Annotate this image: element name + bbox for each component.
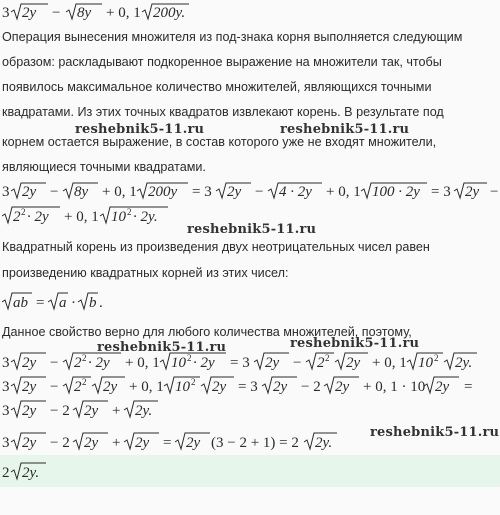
svg-text:3: 3	[2, 355, 10, 371]
svg-text:· 2y: · 2y	[193, 355, 215, 371]
svg-text:− 2: − 2	[301, 379, 321, 395]
svg-text:· 2y: · 2y	[88, 355, 110, 371]
svg-text:−: −	[255, 184, 264, 200]
svg-text:−: −	[52, 5, 61, 21]
svg-text:2y: 2y	[84, 403, 99, 419]
svg-text:2y: 2y	[335, 379, 350, 395]
svg-text:= 3: = 3	[431, 184, 451, 200]
svg-text:2: 2	[82, 353, 87, 363]
svg-text:4 · 2y: 4 · 2y	[279, 184, 312, 200]
svg-text:2y: 2y	[435, 379, 450, 395]
svg-text:−: −	[293, 355, 302, 371]
svg-text:+ 0, 1: + 0, 1	[326, 184, 361, 200]
svg-text:+ 0, 1: + 0, 1	[106, 5, 141, 21]
svg-text:−: −	[50, 355, 59, 371]
svg-text:ab: ab	[13, 295, 28, 311]
svg-text:2y: 2y	[22, 5, 37, 21]
task-expression	[2, 2, 192, 27]
svg-text:2y: 2y	[22, 184, 37, 200]
svg-text:=: =	[464, 379, 473, 395]
svg-text:2y: 2y	[103, 379, 118, 395]
equation-1a-svg	[2, 180, 500, 202]
svg-text:· 2y.: · 2y.	[133, 209, 158, 225]
svg-text:2: 2	[2, 465, 10, 481]
svg-text:3: 3	[2, 184, 10, 200]
watermark: reshebnik5-11.ru	[370, 425, 500, 440]
svg-text:+ 0, 1: + 0, 1	[372, 355, 407, 371]
svg-text:2y: 2y	[22, 435, 37, 451]
svg-text:− 2: − 2	[50, 435, 70, 451]
svg-text:b: b	[89, 295, 97, 311]
svg-text:= 3: = 3	[192, 184, 212, 200]
svg-text:−: −	[50, 184, 59, 200]
svg-text:2y: 2y	[22, 403, 37, 419]
svg-text:2: 2	[82, 377, 87, 387]
svg-text:= 3: = 3	[230, 355, 250, 371]
svg-text:2y: 2y	[22, 379, 37, 395]
equation-4-svg	[2, 429, 342, 453]
svg-text:−: −	[490, 184, 499, 200]
svg-text:2y.: 2y.	[135, 403, 153, 419]
svg-text:2: 2	[187, 353, 192, 363]
svg-text:2y: 2y	[212, 379, 227, 395]
task-expression-svg	[2, 2, 192, 22]
answer	[2, 459, 82, 488]
svg-text:=: =	[36, 295, 45, 311]
paragraph-line: образом: раскладывают подкоренное выражение на множители так, чтобы	[2, 55, 442, 69]
svg-text:2y.: 2y.	[455, 355, 473, 371]
svg-text:3: 3	[2, 435, 10, 451]
svg-text:2y.: 2y.	[22, 465, 40, 481]
paragraph-line: Квадратный корень из произведения двух неотрицательных чисел равен	[2, 240, 430, 254]
svg-text:·: ·	[71, 295, 76, 311]
svg-text:2: 2	[127, 207, 132, 217]
watermark: reshebnik5-11.ru	[187, 222, 317, 237]
equation-3b-svg	[2, 397, 202, 421]
paragraph-line: квадратами. Из этих точных квадратов извлекают корень. В результате под	[2, 105, 444, 119]
equation-line-3b	[2, 397, 202, 426]
svg-text:100 · 2y: 100 · 2y	[372, 184, 420, 200]
svg-text:2y: 2y	[346, 355, 361, 371]
paragraph-line: Операция вынесения множителя из под-знака корня выполняется следующим	[2, 30, 463, 44]
svg-text:+: +	[112, 403, 121, 419]
svg-text:2: 2	[21, 207, 26, 217]
equation-line-4	[2, 429, 342, 458]
svg-text:2: 2	[74, 379, 82, 395]
paragraph-line: являющиеся точными квадратами.	[2, 160, 206, 174]
svg-text:2y: 2y	[265, 355, 280, 371]
svg-text:+ 0, 1: + 0, 1	[102, 184, 137, 200]
svg-text:· 2y: · 2y	[27, 209, 49, 225]
svg-text:3: 3	[2, 403, 10, 419]
svg-text:= 3: = 3	[238, 379, 258, 395]
paragraph-line: Данное свойство верно для любого количества множителей, поэтому,	[2, 325, 412, 339]
svg-text:2y: 2y	[465, 184, 480, 200]
equation-2-svg	[2, 349, 500, 373]
svg-text:+ 0, 1: + 0, 1	[64, 209, 99, 225]
svg-text:8y: 8y	[77, 5, 92, 21]
svg-text:2: 2	[317, 355, 325, 371]
paragraph-line: корнем остается выражение, в состав которого уже не входят множители,	[2, 135, 437, 149]
property-formula	[2, 289, 142, 318]
watermark: reshebnik5-11.ru	[280, 122, 410, 137]
svg-text:2y: 2y	[135, 435, 150, 451]
svg-text:+ 0, 1: + 0, 1	[129, 379, 164, 395]
svg-text:10: 10	[418, 355, 433, 371]
svg-text:8y: 8y	[74, 184, 89, 200]
svg-text:200y.: 200y.	[153, 5, 186, 21]
svg-text:2y.: 2y.	[315, 435, 333, 451]
paragraph-line: произведению квадратных корней из этих чисел:	[2, 266, 289, 280]
svg-text:2y: 2y	[273, 379, 288, 395]
svg-text:2y: 2y	[186, 435, 201, 451]
equation-line-1b	[2, 203, 202, 232]
svg-text:2: 2	[13, 209, 21, 225]
svg-text:3: 3	[2, 5, 10, 21]
svg-text:2: 2	[74, 355, 82, 371]
svg-text:=: =	[163, 435, 172, 451]
svg-text:+: +	[112, 435, 121, 451]
equation-1b-svg	[2, 203, 202, 227]
svg-text:2y: 2y	[84, 435, 99, 451]
svg-text:−: −	[50, 379, 59, 395]
svg-text:2: 2	[191, 377, 196, 387]
svg-text:10: 10	[111, 209, 126, 225]
watermark: reshebnik5-11.ru	[290, 336, 420, 351]
svg-text:+ 0, 1: + 0, 1	[125, 355, 160, 371]
answer-svg	[2, 459, 82, 483]
watermark: reshebnik5-11.ru	[97, 340, 227, 355]
svg-text:2y: 2y	[22, 355, 37, 371]
svg-text:2: 2	[434, 353, 439, 363]
svg-text:2: 2	[325, 353, 330, 363]
svg-text:a: a	[59, 295, 67, 311]
svg-text:200y: 200y	[148, 184, 178, 200]
svg-text:3: 3	[2, 379, 10, 395]
svg-text:− 2: − 2	[50, 403, 70, 419]
svg-text:(3 − 2 + 1) = 2: (3 − 2 + 1) = 2	[211, 435, 299, 451]
paragraph-line: появилось максимальное количество множителей, являющихся точными	[2, 80, 432, 94]
watermark: reshebnik5-11.ru	[75, 122, 205, 137]
property-svg	[2, 289, 142, 313]
svg-text:.: .	[99, 295, 103, 311]
equation-3a-svg	[2, 373, 500, 397]
svg-text:+ 0, 1 · 10: + 0, 1 · 10	[363, 379, 426, 395]
svg-text:2y: 2y	[227, 184, 242, 200]
svg-text:10: 10	[171, 355, 186, 371]
svg-text:10: 10	[175, 379, 190, 395]
